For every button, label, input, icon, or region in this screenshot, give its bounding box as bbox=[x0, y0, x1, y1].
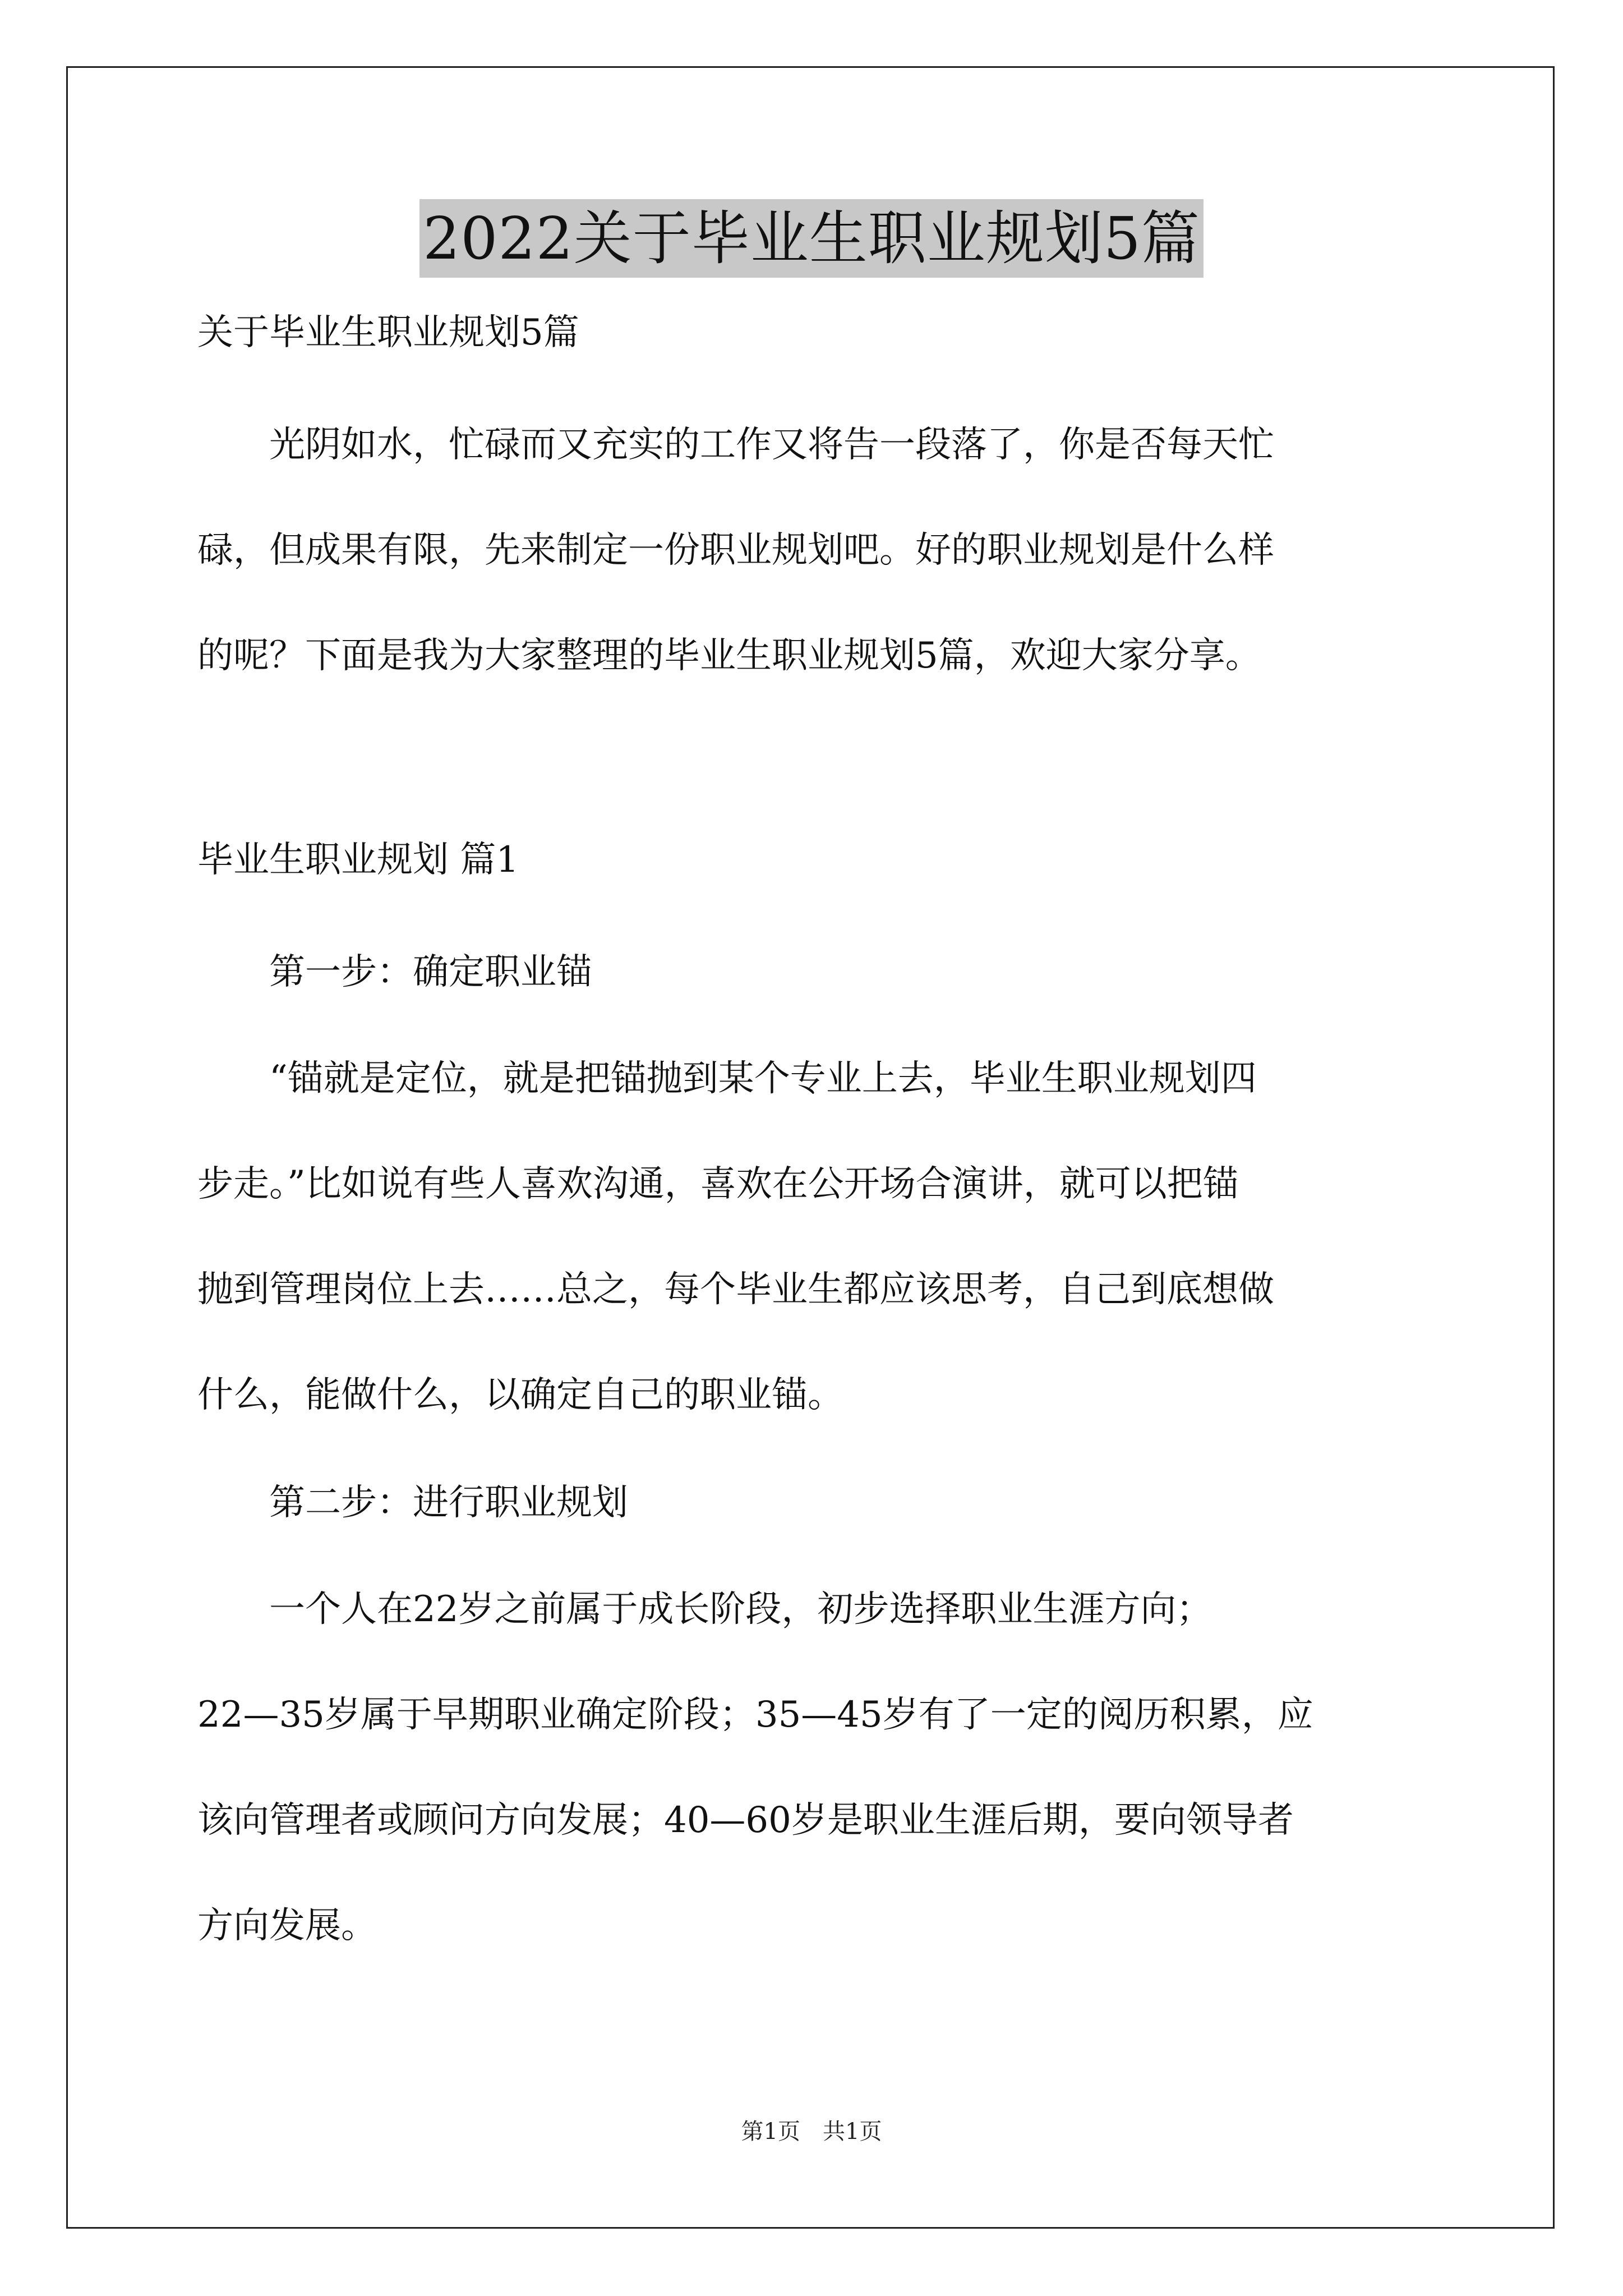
paragraph-line: 方向发展。 bbox=[197, 1905, 377, 1947]
step-heading: 第二步：进行职业规划 bbox=[197, 1482, 628, 1524]
paragraph-line: 抛到管理岗位上去……总之，每个毕业生都应该思考，自己到底想做 bbox=[197, 1269, 1274, 1310]
section-heading: 毕业生职业规划 篇1 bbox=[197, 839, 519, 881]
paragraph-line: 该向管理者或顾问方向发展；40—60岁是职业生涯后期，要向领导者 bbox=[197, 1800, 1294, 1841]
paragraph-line: “锚就是定位，就是把锚抛到某个专业上去，毕业生职业规划四 bbox=[197, 1058, 1257, 1099]
paragraph-line: 一个人在22岁之前属于成长阶段，初步选择职业生涯方向； bbox=[197, 1589, 1212, 1630]
intro-paragraph-line: 光阴如水，忙碌而又充实的工作又将告一段落了，你是否每天忙 bbox=[197, 424, 1274, 466]
title-container bbox=[0, 199, 1623, 278]
paragraph-line: 22—35岁属于早期职业确定阶段；35—45岁有了一定的阅历积累，应 bbox=[197, 1694, 1313, 1736]
intro-paragraph-line: 碌，但成果有限，先来制定一份职业规划吧。好的职业规划是什么样 bbox=[197, 530, 1274, 571]
intro-heading: 关于毕业生职业规划5篇 bbox=[197, 312, 579, 353]
intro-paragraph-line: 的呢？下面是我为大家整理的毕业生职业规划5篇，欢迎大家分享。 bbox=[197, 635, 1261, 677]
paragraph-line: 什么，能做什么，以确定自己的职业锚。 bbox=[197, 1374, 843, 1416]
paragraph-line: 步走。”比如说有些人喜欢沟通，喜欢在公开场合演讲，就可以把锚 bbox=[197, 1163, 1239, 1205]
page-footer: 第1页 共1页 bbox=[741, 2119, 882, 2145]
document-title: 2022关于毕业生职业规划5篇 bbox=[419, 199, 1204, 278]
step-heading: 第一步：确定职业锚 bbox=[197, 951, 592, 993]
